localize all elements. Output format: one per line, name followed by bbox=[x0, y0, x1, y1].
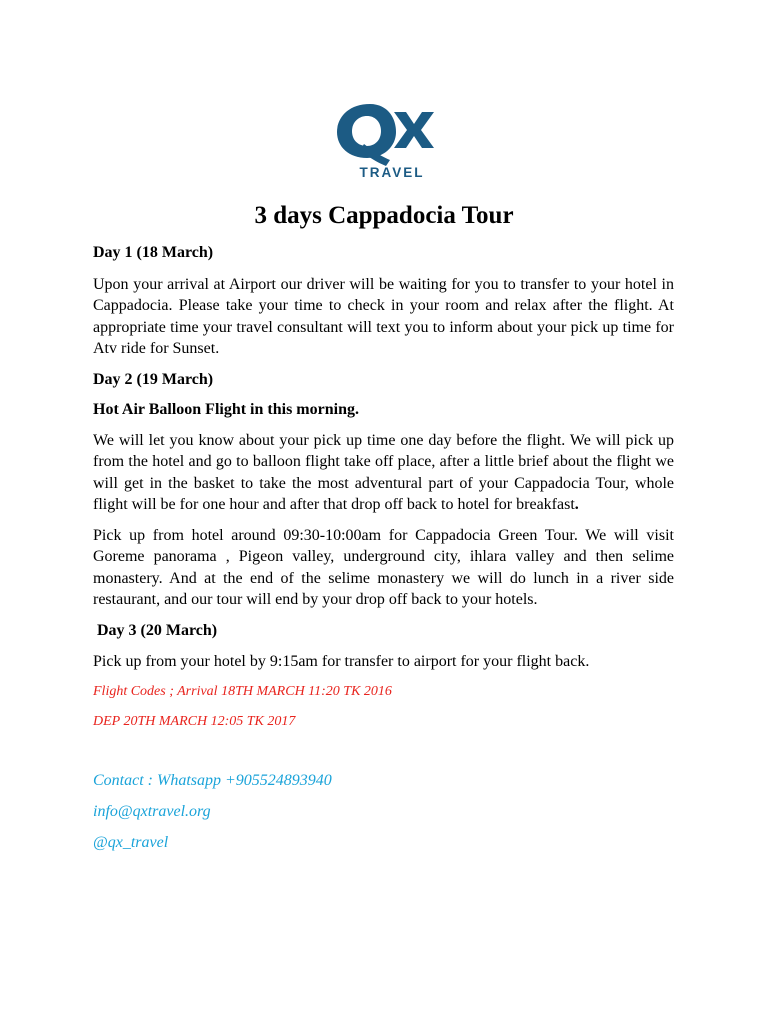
day2-description-1-text: We will let you know about your pick up time one day before the flight. We will pick up from the hotel and go to balloon flight take off place, after a little brief about the flight we will get in the basket to take the most adventural part of your Cappadocia Tour, whole flight will be for one hour and after that drop off back to hotel for breakfast bbox=[93, 431, 674, 513]
contact-social-handle: @qx_travel bbox=[93, 833, 169, 851]
flight-departure: DEP 20TH MARCH 12:05 TK 2017 bbox=[93, 713, 296, 729]
day2-description-1 bbox=[93, 430, 674, 516]
day2-description-1-end: . bbox=[574, 496, 579, 513]
page-title: 3 days Cappadocia Tour bbox=[254, 202, 514, 229]
itinerary-body bbox=[93, 242, 674, 854]
day3-heading: Day 3 (20 March) bbox=[97, 621, 218, 639]
day3-description: Pick up from your hotel by 9:15am for transfer to airport for your flight back. bbox=[93, 653, 590, 670]
day2-heading: Day 2 (19 March) bbox=[93, 370, 214, 388]
logo-text: TRAVEL bbox=[359, 165, 425, 180]
qx-travel-logo bbox=[334, 100, 440, 182]
day2-description-2: Pick up from hotel around 09:30-10:00am for Cappadocia Green Tour. We will visit Goreme panorama , Pigeon valley, underground city, ihlara valley and then selime monastery. And at the end of the selime monastery we will do lunch in a river side restaurant, and our tour will end by your drop off back to your hotels. bbox=[93, 526, 674, 608]
day2-subheading: Hot Air Balloon Flight in this morning. bbox=[93, 401, 359, 418]
day1-description: Upon your arrival at Airport our driver will be waiting for you to transfer to your hotel in Cappadocia. Please take your time to check in your room and relax after the flight. At appropriate time your travel consultant will text you to inform about your pick up time for Atv ride for Sunset. bbox=[93, 275, 674, 357]
flight-arrival: Flight Codes ; Arrival 18TH MARCH 11:20 TK 2016 bbox=[93, 683, 392, 699]
qx-logo-icon bbox=[334, 100, 440, 182]
contact-whatsapp: Contact : Whatsapp +905524893940 bbox=[93, 771, 332, 789]
contact-email: info@qxtravel.org bbox=[93, 802, 211, 820]
day1-heading: Day 1 (18 March) bbox=[93, 244, 214, 261]
